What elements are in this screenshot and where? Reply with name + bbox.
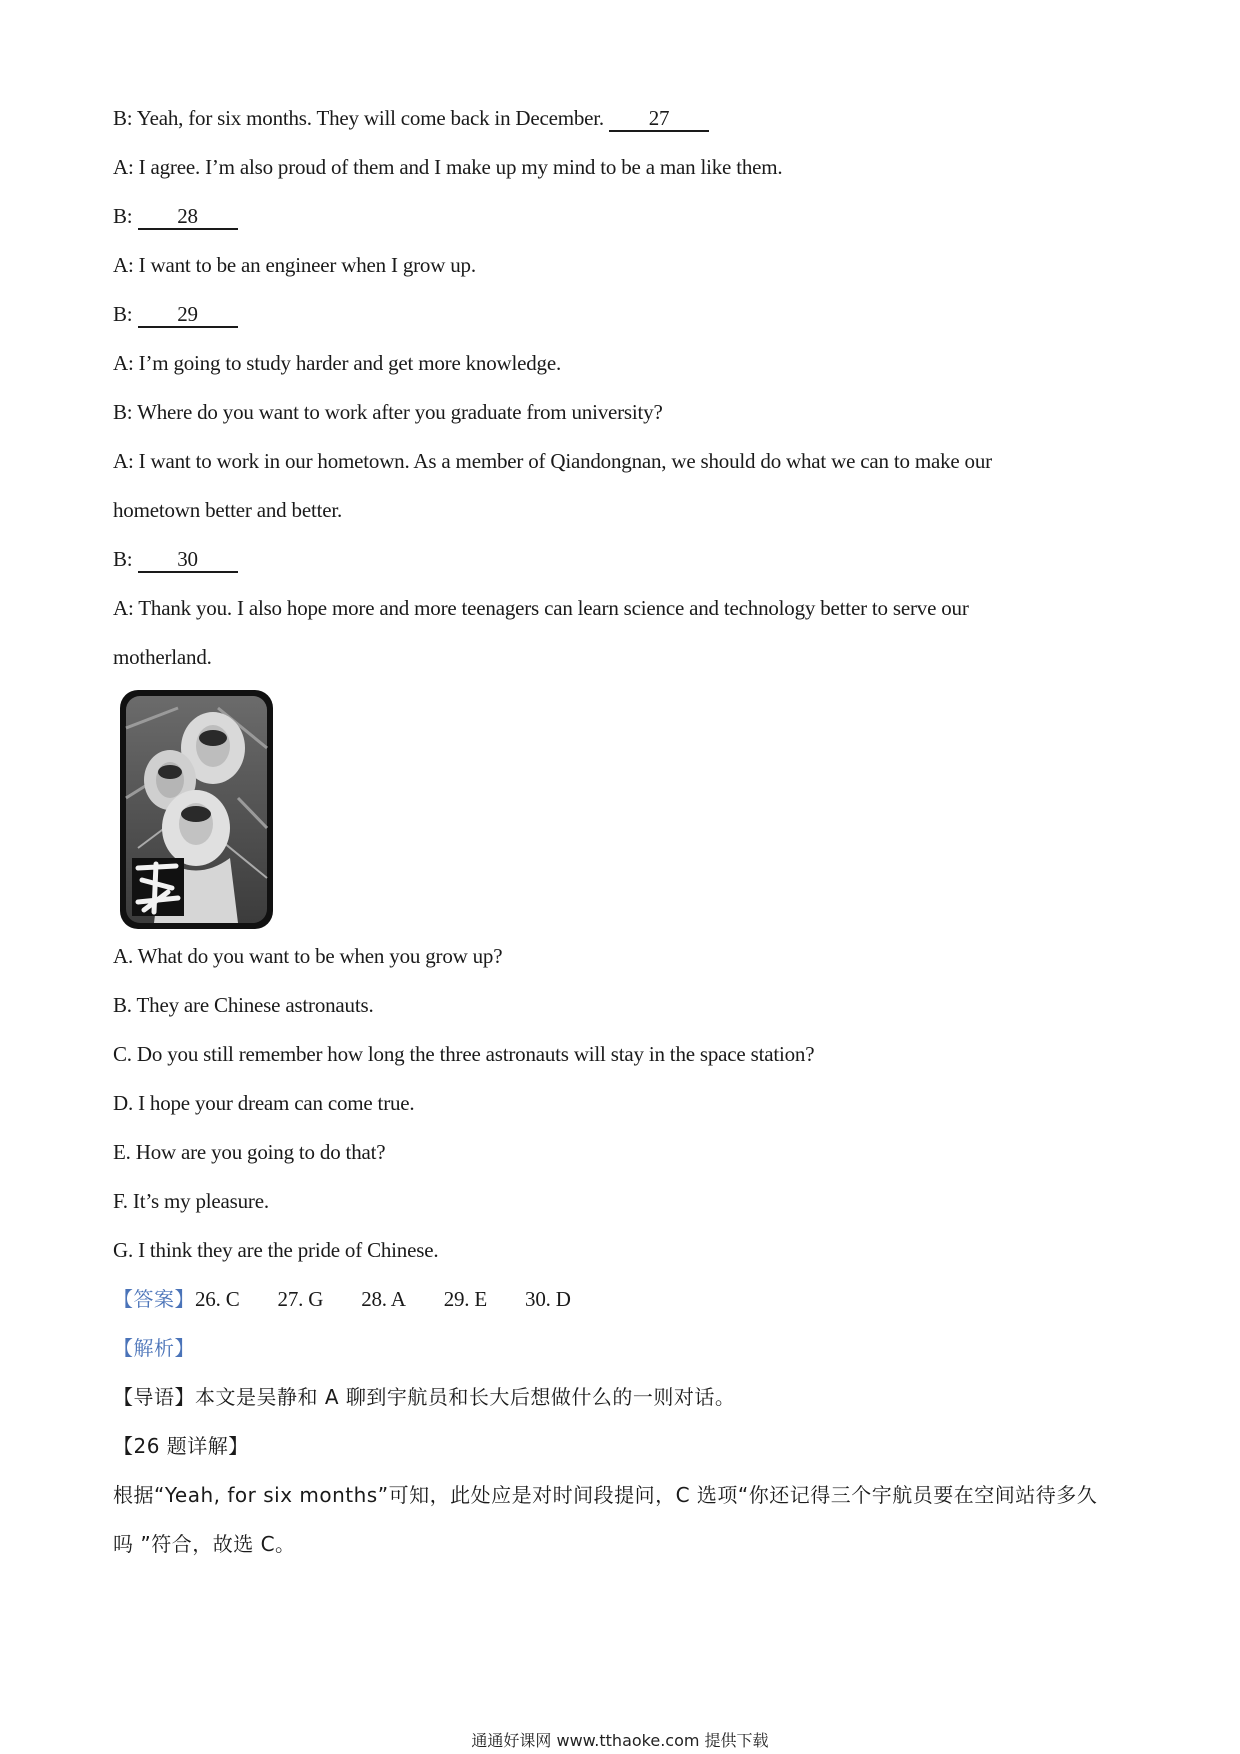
dialogue-text: Where do you want to work after you graduate from university? [137,400,663,424]
option-a: A. What do you want to be when you grow up? [113,944,503,968]
speaker: B: [113,106,133,130]
dialogue-line-9 [113,545,238,573]
dialogue-line-4 [113,251,476,279]
dialogue-line-5 [113,300,238,328]
dialogue-line-8 [113,447,992,475]
speaker: B: [113,302,133,326]
dialogue-text: I’m going to study harder and get more knowledge. [138,351,562,375]
answer-item: 27. G [277,1287,324,1311]
dialogue-text: I want to be an engineer when I grow up. [138,253,476,277]
speaker: A: [113,351,134,375]
q26-explanation-line-1: 根据“Yeah, for six months”可知，此处应是对时间段提问，C 选项“你还记得三个宇航员要在空间站待多久 [113,1483,1098,1507]
astronauts-photo [118,688,275,931]
dialogue-text: hometown better and better. [113,498,343,522]
option-f: F. It’s my pleasure. [113,1189,269,1213]
answer-label: 【答案】 [113,1287,195,1311]
speaker: A: [113,253,134,277]
speaker: A: [113,596,134,620]
option-e: E. How are you going to do that? [113,1140,386,1164]
dialogue-text: I agree. I’m also proud of them and I make up my mind to be a man like them. [138,155,783,179]
answer-item: 30. D [525,1287,571,1311]
answer-item: 29. E [443,1287,488,1311]
intro-line [113,1383,735,1411]
q26-label: 【26 题详解】 [113,1434,249,1458]
dialogue-line-7 [113,398,663,426]
dialogue-line-2 [113,153,782,181]
speaker: B: [113,547,133,571]
answer-blank-28: 28 [138,204,238,230]
option-d: D. I hope your dream can come true. [113,1091,415,1115]
intro-text: 本文是吴静和 A 聊到宇航员和长大后想做什么的一则对话。 [195,1385,736,1409]
dialogue-line-3 [113,202,238,230]
answer-blank-29: 29 [138,302,238,328]
speaker: B: [113,400,133,424]
dialogue-line-10-cont [113,643,212,671]
analysis-label: 【解析】 [113,1336,195,1360]
option-g: G. I think they are the pride of Chinese. [113,1238,439,1262]
speaker: A: [113,449,134,473]
option-b: B. They are Chinese astronauts. [113,993,374,1017]
dialogue-line-8-cont [113,496,342,524]
option-c: C. Do you still remember how long the three astronauts will stay in the space station? [113,1042,815,1066]
answer-blank-27: 27 [609,106,709,132]
dialogue-line-1 [113,104,709,132]
answer-item: 26. C [195,1287,240,1311]
dialogue-text: Yeah, for six months. They will come back in December. [136,106,604,130]
dialogue-text: I want to work in our hometown. As a member of Qiandongnan, we should do what we can to make our [138,449,992,473]
page-footer: 通通好课网 www.tthaoke.com 提供下载 [471,1731,769,1750]
dialogue-text: motherland. [113,645,212,669]
answer-item: 28. A [361,1287,406,1311]
dialogue-line-6 [113,349,561,377]
dialogue-text: Thank you. I also hope more and more teenagers can learn science and technology better to serve our [138,596,969,620]
dialogue-line-10 [113,594,969,622]
q26-explanation-line-2: 吗 ”符合，故选 C。 [113,1532,296,1556]
answer-blank-30: 30 [138,547,238,573]
speaker: A: [113,155,134,179]
answer-line [113,1285,609,1313]
speaker: B: [113,204,133,228]
intro-label: 【导语】 [113,1385,195,1409]
